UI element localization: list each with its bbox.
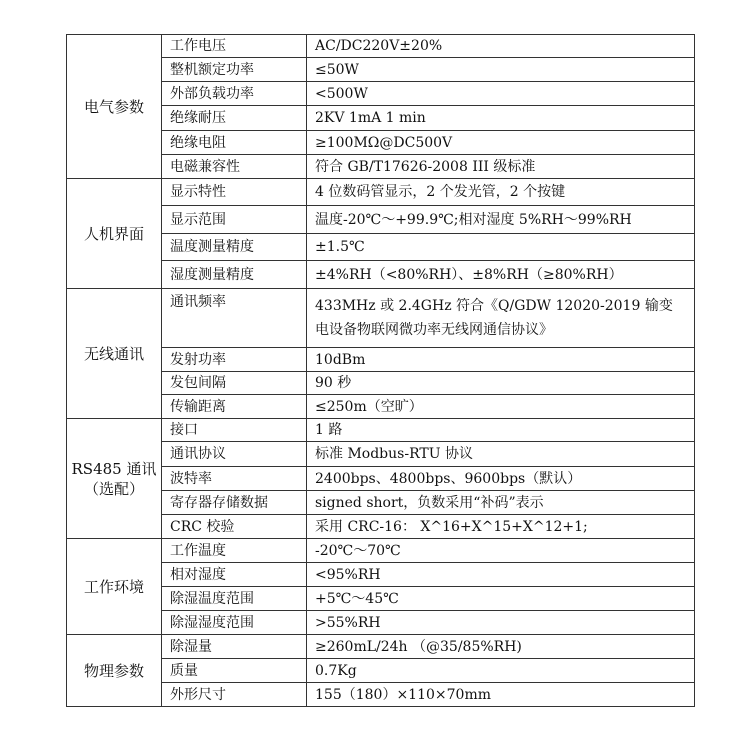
param-value: 标准 Modbus-RTU 协议 xyxy=(307,442,695,467)
param-label: 接口 xyxy=(162,419,307,442)
param-value: 4 位数码管显示，2 个发光管，2 个按键 xyxy=(307,179,695,206)
param-label: 外部负载功率 xyxy=(162,82,307,106)
param-label: 整机额定功率 xyxy=(162,58,307,82)
param-label: 电磁兼容性 xyxy=(162,155,307,179)
table-row xyxy=(67,467,695,491)
param-value: <95%RH xyxy=(307,563,695,587)
table-row xyxy=(67,563,695,587)
param-label: 湿度测量精度 xyxy=(162,261,307,289)
param-label: 除湿湿度范围 xyxy=(162,611,307,635)
spec-table xyxy=(66,34,695,707)
param-label: 除湿温度范围 xyxy=(162,587,307,611)
param-value: ≤250m（空旷） xyxy=(307,395,695,419)
table-row xyxy=(67,395,695,419)
table-row xyxy=(67,289,695,348)
param-label: 质量 xyxy=(162,659,307,683)
param-label: 传输距离 xyxy=(162,395,307,419)
table-row xyxy=(67,261,695,289)
category-physical: 物理参数 xyxy=(67,635,162,707)
param-value: ≥260mL/24h （@35/85%RH) xyxy=(307,635,695,659)
param-value: 2400bps、4800bps、9600bps（默认） xyxy=(307,467,695,491)
table-row xyxy=(67,419,695,442)
param-label: 寄存器存储数据 xyxy=(162,491,307,515)
table-row xyxy=(67,635,695,659)
table-row xyxy=(67,35,695,58)
table-row xyxy=(67,442,695,467)
param-label: 发射功率 xyxy=(162,348,307,372)
param-value: <500W xyxy=(307,82,695,106)
param-value: ≥100MΩ@DC500V xyxy=(307,131,695,155)
param-value: signed short，负数采用“补码”表示 xyxy=(307,491,695,515)
table-row xyxy=(67,659,695,683)
table-row xyxy=(67,106,695,131)
param-value: ±1.5℃ xyxy=(307,234,695,261)
category-hmi: 人机界面 xyxy=(67,179,162,289)
param-label: 除湿量 xyxy=(162,635,307,659)
param-value: -20℃～70℃ xyxy=(307,539,695,563)
table-row xyxy=(67,155,695,179)
table-row xyxy=(67,683,695,707)
param-value: ≤50W xyxy=(307,58,695,82)
table-row xyxy=(67,372,695,395)
param-value: +5℃～45℃ xyxy=(307,587,695,611)
param-value: 温度-20℃～+99.9℃;相对湿度 5%RH～99%RH xyxy=(307,206,695,234)
param-label: 外形尺寸 xyxy=(162,683,307,707)
param-label: 工作温度 xyxy=(162,539,307,563)
param-value: AC/DC220V±20% xyxy=(307,35,695,58)
category-rs485: RS485 通讯 （选配） xyxy=(67,419,162,539)
param-label: CRC 校验 xyxy=(162,515,307,539)
category-wireless: 无线通讯 xyxy=(67,289,162,419)
table-row xyxy=(67,491,695,515)
table-row xyxy=(67,348,695,372)
table-row xyxy=(67,206,695,234)
table-row xyxy=(67,587,695,611)
table-row xyxy=(67,58,695,82)
table-row xyxy=(67,539,695,563)
param-label: 温度测量精度 xyxy=(162,234,307,261)
param-value: 符合 GB/T17626-2008 III 级标准 xyxy=(307,155,695,179)
param-value: 433MHz 或 2.4GHz 符合《Q/GDW 12020-2019 输变电设备物联网微功率无线网通信协议》 xyxy=(307,289,695,348)
param-label: 通讯频率 xyxy=(162,289,307,348)
table-row xyxy=(67,179,695,206)
param-value: 1 路 xyxy=(307,419,695,442)
param-label: 通讯协议 xyxy=(162,442,307,467)
table-row xyxy=(67,82,695,106)
param-label: 显示特性 xyxy=(162,179,307,206)
param-label: 绝缘电阻 xyxy=(162,131,307,155)
param-value: 采用 CRC-16： X^16+X^15+X^12+1; xyxy=(307,515,695,539)
table-row xyxy=(67,131,695,155)
category-environment: 工作环境 xyxy=(67,539,162,635)
category-electrical: 电气参数 xyxy=(67,35,162,179)
param-value: 155（180）×110×70mm xyxy=(307,683,695,707)
param-value: ±4%RH（<80%RH）、±8%RH（≥80%RH） xyxy=(307,261,695,289)
table-row xyxy=(67,515,695,539)
param-label: 相对湿度 xyxy=(162,563,307,587)
param-label: 绝缘耐压 xyxy=(162,106,307,131)
param-label: 工作电压 xyxy=(162,35,307,58)
table-row xyxy=(67,611,695,635)
param-value: >55%RH xyxy=(307,611,695,635)
param-value: 10dBm xyxy=(307,348,695,372)
table-row xyxy=(67,234,695,261)
param-value: 0.7Kg xyxy=(307,659,695,683)
param-label: 显示范围 xyxy=(162,206,307,234)
param-value: 90 秒 xyxy=(307,372,695,395)
param-label: 波特率 xyxy=(162,467,307,491)
param-value: 2KV 1mA 1 min xyxy=(307,106,695,131)
param-label: 发包间隔 xyxy=(162,372,307,395)
